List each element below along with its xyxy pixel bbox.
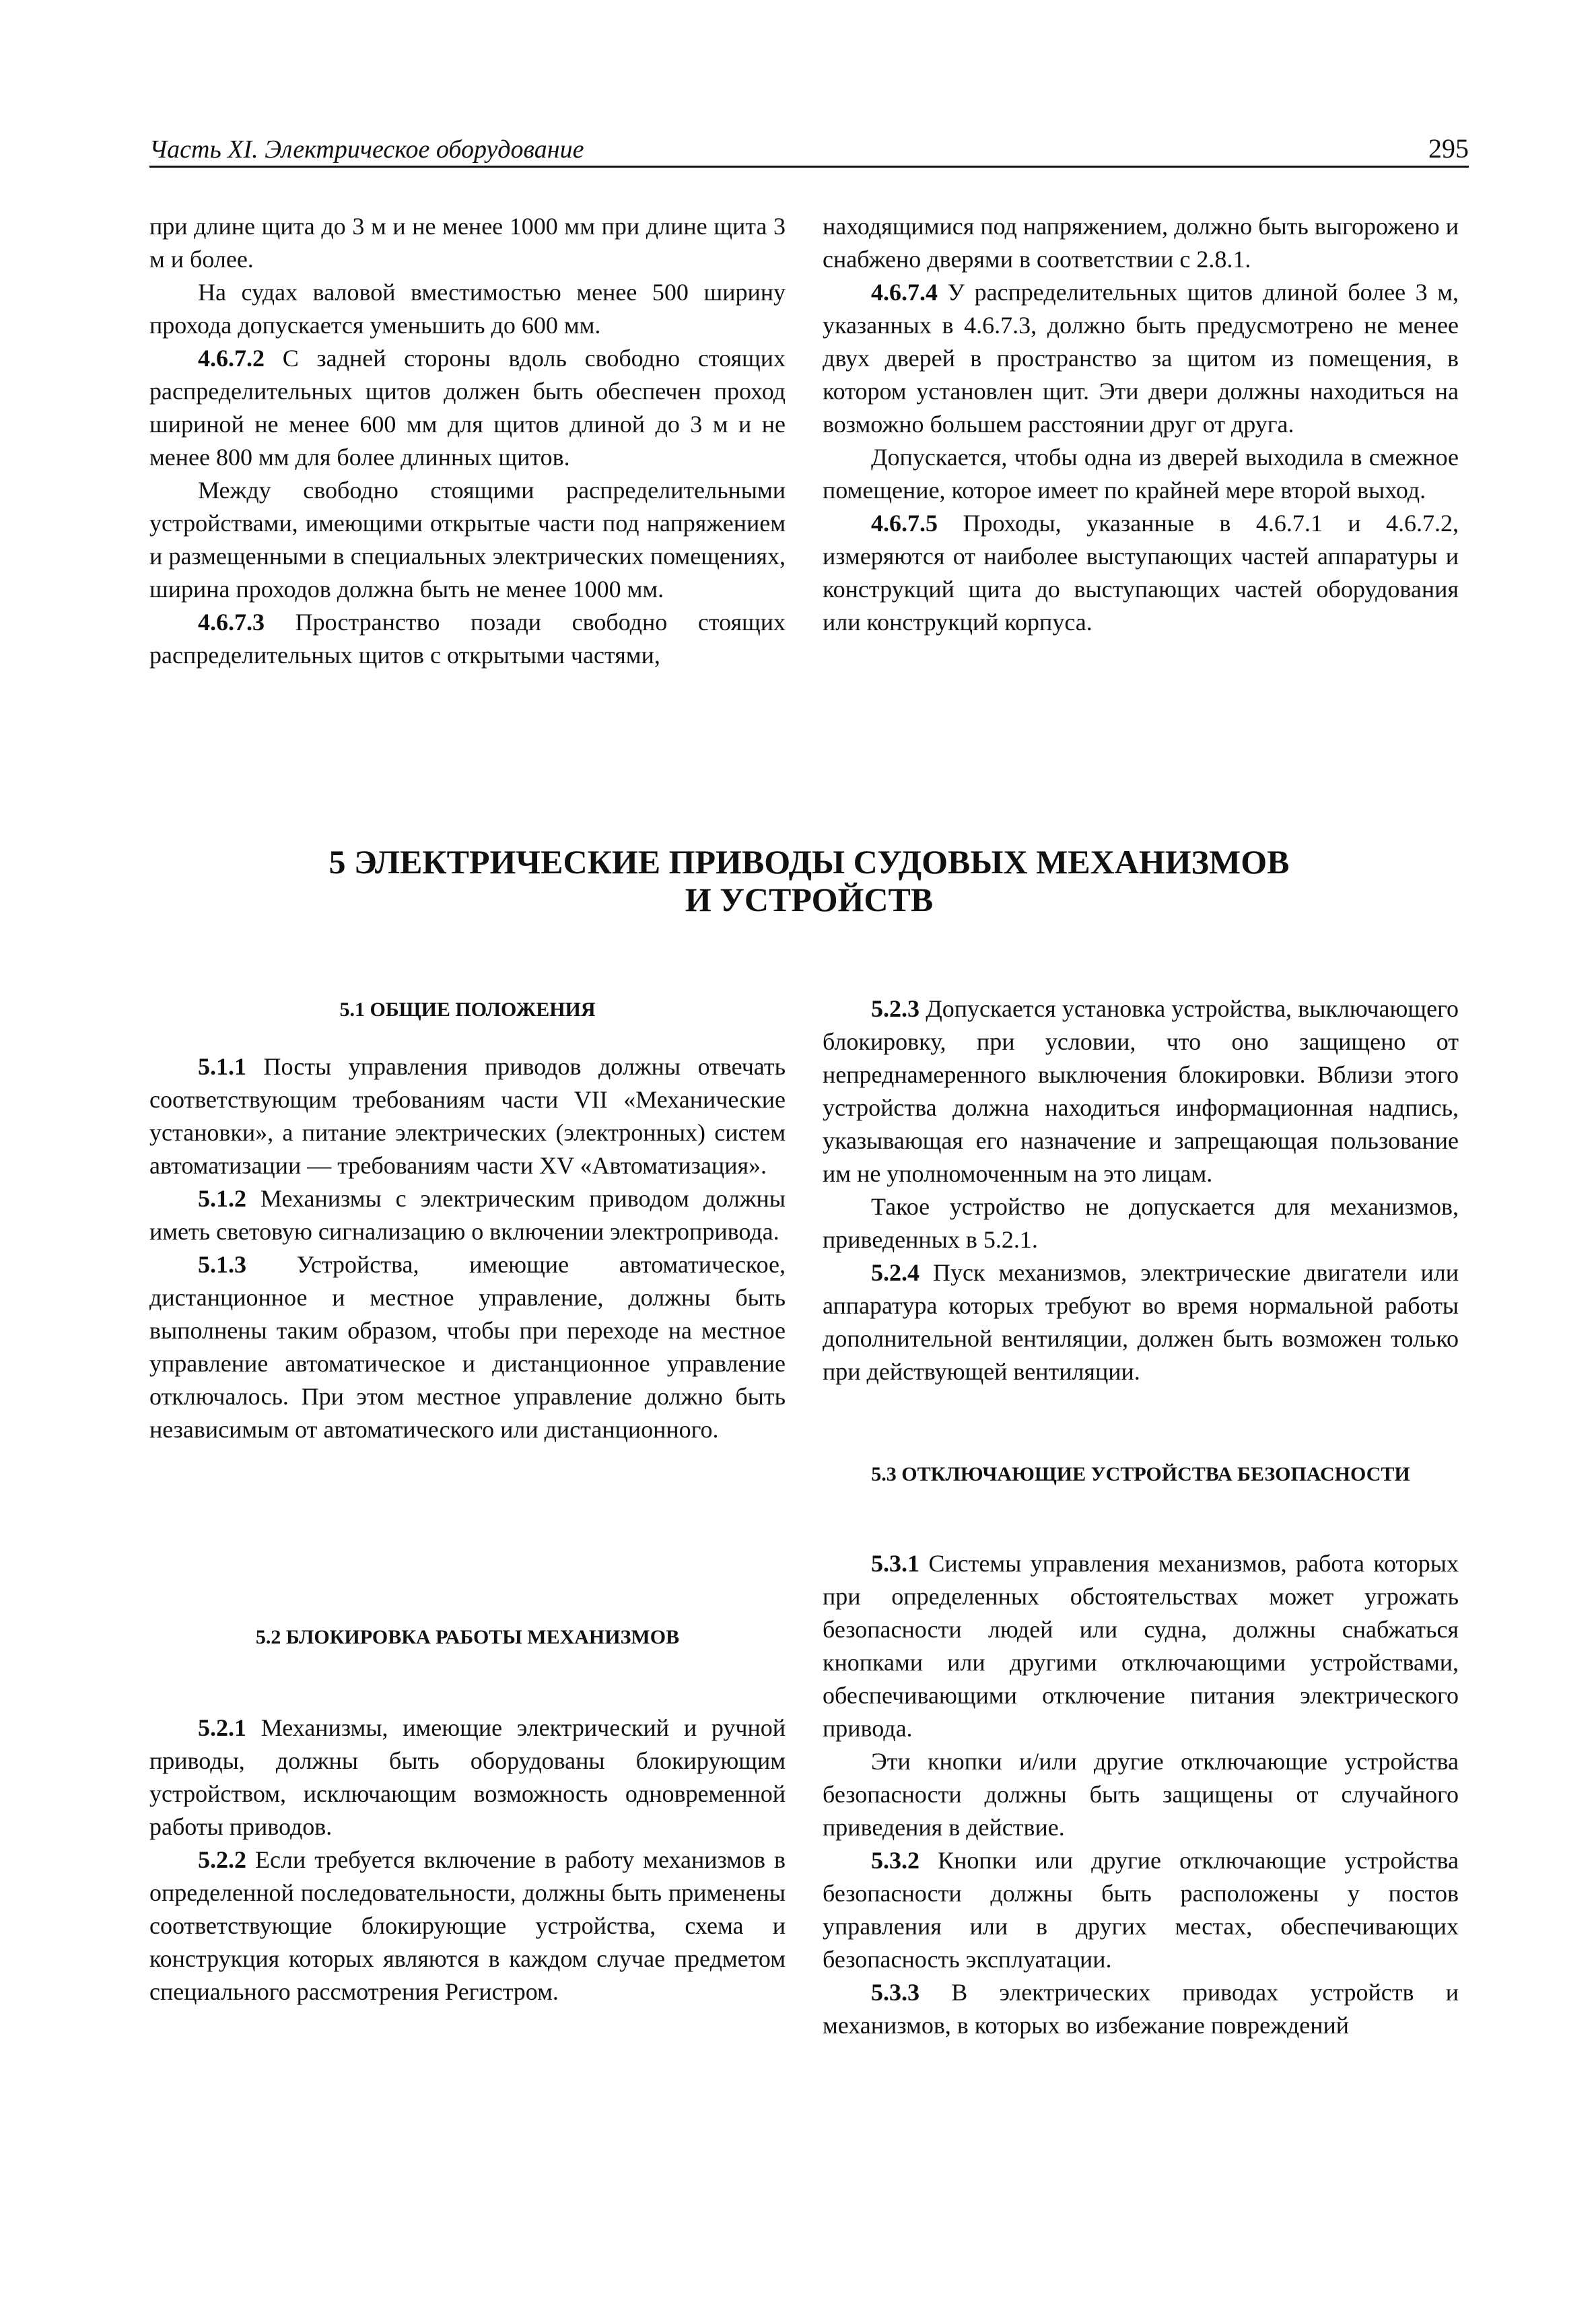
- paragraph: [149, 606, 786, 672]
- paragraph-text: находящимися под напряжением, должно быть выгорожено и снабжено дверями в соответствии с 2.8.1.: [823, 213, 1459, 273]
- clause-number: 5.1.3: [198, 1251, 246, 1278]
- paragraph: [823, 276, 1459, 441]
- paragraph-text: У распределительных щитов длиной более 3 м, указанных в 4.6.7.3, должно быть предусмотрено не менее двух дверей в пространство за щитом из помещения, в котором установлен щит. Эти двери должны находиться на возможно большем расстоянии друг от друга.: [823, 279, 1459, 438]
- clause-number: 5.1.1: [198, 1053, 246, 1080]
- clause-number: 5.2.2: [198, 1846, 246, 1873]
- running-header: [149, 132, 1469, 168]
- section-heading-5-2: 5.2 БЛОКИРОВКА РАБОТЫ МЕХАНИЗМОВ: [255, 1626, 680, 1648]
- paragraph: [823, 1745, 1459, 1844]
- chapter-title-line: 5 ЭЛЕКТРИЧЕСКИЕ ПРИВОДЫ СУДОВЫХ МЕХАНИЗМОВ: [328, 843, 1290, 881]
- paragraph-text: Механизмы, имеющие электрический и ручной приводы, должны быть оборудованы блокирующим устройством, исключающим возможность одновременной работы приводов.: [149, 1714, 786, 1840]
- clause-number: 4.6.7.3: [198, 609, 265, 636]
- paragraph: [823, 1844, 1459, 1976]
- paragraph: [823, 992, 1459, 1190]
- paragraph-text: В электрических приводах устройств и механизмов, в которых во избежание повреждений: [823, 1979, 1459, 2039]
- paragraph: [149, 1182, 786, 1248]
- clause-number: 5.2.4: [871, 1259, 920, 1286]
- paragraph-text: Механизмы с электрическим приводом должны иметь световую сигнализацию о включении электропривода.: [149, 1185, 786, 1245]
- clause-number: 4.6.7.5: [871, 510, 938, 537]
- paragraph: [823, 507, 1459, 639]
- paragraph-text: при длине щита до 3 м и не менее 1000 мм при длине щита 3 м и более.: [149, 213, 786, 273]
- paragraph: [823, 1976, 1459, 2042]
- paragraph-text: Если требуется включение в работу механизмов в определенной последовательности, должны быть применены соответствующие блокирующие устройства, схема и конструкция которых являются в каждом случае предметом специального рассмотрения Регистром.: [149, 1846, 786, 2005]
- paragraph: [823, 1190, 1459, 1256]
- paragraph-text: Проходы, указанные в 4.6.7.1 и 4.6.7.2, измеряются от наиболее выступающих частей аппаратуры и конструкций щита до выступающих частей оборудования или конструкций корпуса.: [823, 510, 1459, 636]
- section-5-2-body: [149, 1712, 786, 2008]
- paragraph-text: Эти кнопки и/или другие отключающие устройства безопасности должны быть защищены от случайного приведения в действие.: [823, 1748, 1459, 1841]
- header-title: Часть XI. Электрическое оборудование: [149, 135, 584, 164]
- paragraph-text: Между свободно стоящими распределительными устройствами, имеющими открытые части под напряжением и размещенными в специальных электрических помещениях, ширина проходов должна быть не менее 1000 мм.: [149, 477, 786, 603]
- page-number: 295: [1428, 133, 1469, 164]
- clause-number: 5.3.1: [871, 1550, 920, 1577]
- paragraph: [149, 342, 786, 474]
- chapter-title: [149, 843, 1469, 918]
- paragraph-text: Системы управления механизмов, работа которых при определенных обстоятельствах может угрожать безопасности людей или судна, должны снабжаться кнопками или другими отключающими устройствами, обеспечивающими отключение питания электрического привода.: [823, 1550, 1459, 1742]
- paragraph: [149, 1712, 786, 1844]
- paragraph: [823, 210, 1459, 276]
- clause-number: 5.2.1: [198, 1714, 246, 1741]
- paragraph: [823, 1547, 1459, 1745]
- paragraph-text: Допускается, чтобы одна из дверей выходила в смежное помещение, которое имеет по крайней мере второй выход.: [823, 444, 1459, 504]
- paragraph: [823, 1256, 1459, 1388]
- top-left-column: [149, 210, 786, 672]
- paragraph-text: Такое устройство не допускается для механизмов, приведенных в 5.2.1.: [823, 1193, 1459, 1253]
- paragraph: [149, 474, 786, 606]
- section-5-3-body: [823, 1547, 1459, 2042]
- chapter-title-line: И УСТРОЙСТВ: [685, 881, 934, 918]
- clause-number: 5.1.2: [198, 1185, 246, 1212]
- clause-number: 4.6.7.4: [871, 279, 938, 306]
- paragraph-text: Допускается установка устройства, выключающего блокировку, при условии, что оно защищено от непреднамеренного выключения блокировки. Вблизи этого устройства должна находиться информационная надпись, указывающая его назначение и запрещающая пользование им не уполномоченным на это лицам.: [823, 995, 1459, 1187]
- paragraph-text: Пуск механизмов, электрические двигатели или аппаратура которых требуют во время нормальной работы дополнительной вентиляции, должен быть возможен только при действующей вентиляции.: [823, 1259, 1459, 1385]
- paragraph-text: Посты управления приводов должны отвечать соответствующим требованиям части VII «Механические установки», а питание электрических (электронных) систем автоматизации — требованиям части XV «Автоматизация».: [149, 1053, 786, 1179]
- paragraph-text: Пространство позади свободно стоящих распределительных щитов с открытыми частями,: [149, 609, 786, 669]
- paragraph-text: На судах валовой вместимостью менее 500 ширину прохода допускается уменьшить до 600 мм.: [149, 279, 786, 339]
- section-5-2-continued: [823, 992, 1459, 1388]
- paragraph: [149, 276, 786, 342]
- clause-number: 5.3.3: [871, 1979, 920, 2006]
- section-heading-5-3: 5.3 ОТКЛЮЧАЮЩИЕ УСТРОЙСТВА БЕЗОПАСНОСТИ: [871, 1463, 1410, 1485]
- paragraph-text: С задней стороны вдоль свободно стоящих распределительных щитов должен быть обеспечен проход шириной не менее 600 мм для щитов длиной до 3 м и не менее 800 мм для более длинных щитов.: [149, 345, 786, 471]
- paragraph: [149, 210, 786, 276]
- paragraph: [149, 1248, 786, 1446]
- section-heading-5-1: 5.1 ОБЩИЕ ПОЛОЖЕНИЯ: [339, 999, 596, 1021]
- paragraph: [149, 1844, 786, 2008]
- paragraph: [823, 441, 1459, 507]
- paragraph-text: Устройства, имеющие автоматическое, дистанционное и местное управление, должны быть выполнены таким образом, чтобы при переходе на местное управление автоматическое и дистанционное управление отключалось. При этом местное управление должно быть независимым от автоматического или дистанционного.: [149, 1251, 786, 1443]
- clause-number: 5.3.2: [871, 1847, 920, 1874]
- top-right-column: [823, 210, 1459, 639]
- clause-number: 5.2.3: [871, 995, 920, 1022]
- section-5-1-body: [149, 1050, 786, 1446]
- paragraph-text: Кнопки или другие отключающие устройства безопасности должны быть расположены у постов управления или в других местах, обеспечивающих безопасность эксплуатации.: [823, 1847, 1459, 1973]
- clause-number: 4.6.7.2: [198, 345, 265, 372]
- paragraph: [149, 1050, 786, 1182]
